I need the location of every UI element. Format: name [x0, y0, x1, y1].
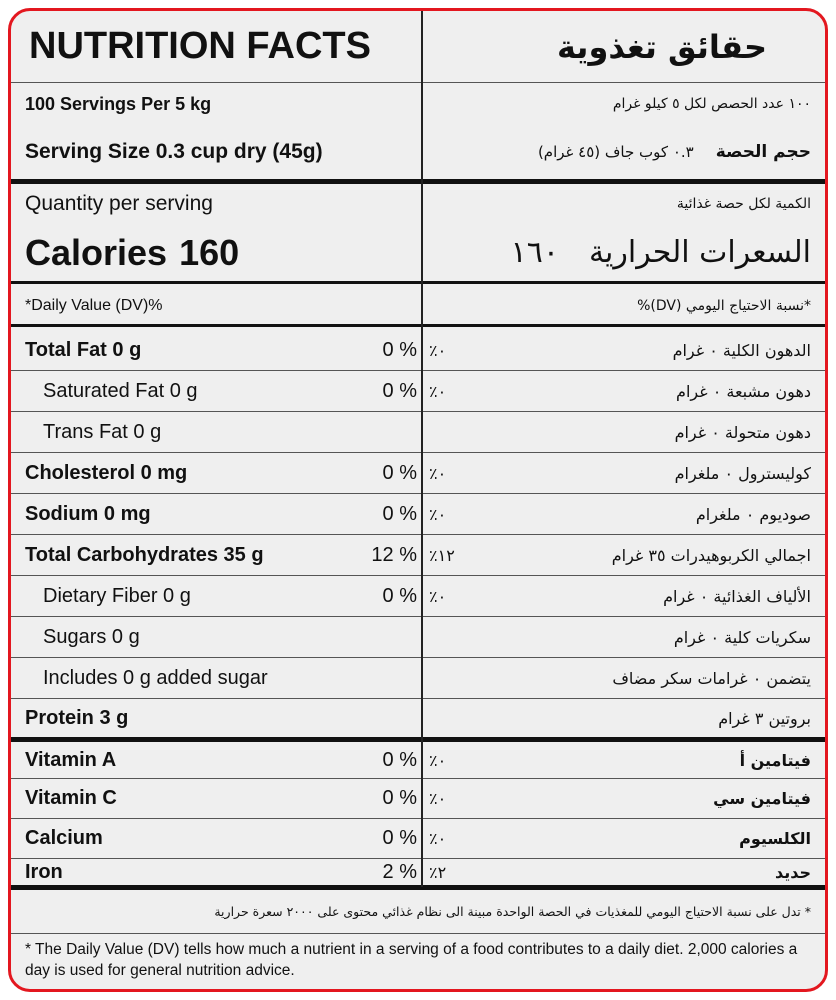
nutrient-percent-ar: ٠٪ [429, 340, 447, 360]
nutrient-percent: 0 % [382, 461, 417, 484]
servings-per-package-en: 100 Servings Per 5 kg [25, 93, 212, 114]
calories-label-ar: السعرات الحرارية [588, 235, 811, 270]
vitamin-label: Calcium [25, 827, 103, 849]
nutrient-label: Trans Fat 0 g [43, 420, 162, 443]
vitamin-percent-ar: ٠٪ [429, 789, 447, 808]
calories-label: Calories [25, 231, 168, 273]
calories-en [25, 224, 239, 281]
vitamin-row-iron [11, 859, 825, 890]
nutrient-label-ar: اجمالي الكربوهيدرات ٣٥ غرام [611, 545, 811, 565]
calories-row [11, 224, 825, 284]
vitamin-label: Vitamin A [25, 748, 117, 771]
servings-per-package-ar: ١٠٠ عدد الحصص لكل ٥ كيلو غرام [612, 96, 811, 112]
serving-size-ar [538, 124, 811, 179]
nutrient-label-ar: كوليسترول ٠ ملغرام [674, 463, 811, 483]
nutrient-label-ar: صوديوم ٠ ملغرام [695, 504, 811, 524]
servings-per-package-row [11, 84, 825, 124]
vitamin-label-ar: الكلسيوم [739, 829, 811, 848]
nutrient-percent: 0 % [382, 584, 417, 607]
nutrient-label: Sugars 0 g [43, 625, 140, 648]
nutrient-percent-ar: ٠٪ [429, 586, 447, 606]
vitamin-label-ar: حديد [774, 862, 811, 882]
vitamin-percent: 2 % [382, 860, 417, 883]
vitamin-percent: 0 % [382, 787, 417, 809]
vitamin-percent-ar: ٠٪ [429, 750, 447, 770]
serving-size-row [11, 124, 825, 184]
nutrient-label-ar: سكريات كلية ٠ غرام [673, 627, 811, 647]
nutrient-label-ar: الألياف الغذائية ٠ غرام [663, 586, 811, 606]
serving-size-en: Serving Size 0.3 cup dry (45g) [25, 139, 323, 163]
nutrient-row-dietary-fiber [11, 576, 825, 617]
quantity-per-serving-ar: الكمية لكل حصة غذائية [676, 196, 811, 212]
quantity-per-serving-en: Quantity per serving [25, 192, 213, 215]
title-english: NUTRITION FACTS [29, 25, 371, 67]
nutrient-row-protein [11, 699, 825, 742]
nutrient-row-cholesterol [11, 453, 825, 494]
nutrient-label-ar: يتضمن ٠ غرامات سكر مضاف [612, 668, 811, 688]
footnote-arabic: * تدل على نسبة الاحتياج اليومي للمغذيات في الحصة الواحدة مبينة الى نظام غذائي محتوى على ٢٠٠٠ سعرة حرارية [11, 890, 825, 934]
nutrient-label-ar: الدهون الكلية ٠ غرام [672, 340, 811, 360]
nutrient-row-total-carbohydrates [11, 535, 825, 576]
nutrient-label-ar: دهون مشبعة ٠ غرام [676, 381, 811, 401]
daily-value-header-ar: *نسبة الاحتياج اليومي (DV)% [637, 297, 811, 314]
calories-value-ar: ١٦٠ [510, 235, 559, 270]
daily-value-header-row [11, 287, 825, 327]
footnote-english: * The Daily Value (DV) tells how much a nutrient in a serving of a food contributes to a daily diet. 2,000 calories a day is used for general nutrition advice. [25, 941, 798, 979]
quantity-per-serving-row [11, 184, 825, 224]
vitamin-percent-ar: ٢٪ [429, 862, 447, 882]
nutrient-label-ar: بروتين ٣ غرام [718, 708, 811, 728]
nutrient-percent: 0 % [382, 502, 417, 525]
nutrient-row-sodium [11, 494, 825, 535]
nutrient-percent-ar: ١٢٪ [429, 545, 455, 565]
vitamin-row-c [11, 779, 825, 819]
vitamin-percent: 0 % [382, 748, 417, 771]
nutrient-percent: 0 % [382, 379, 417, 402]
nutrient-label: Total Carbohydrates 35 g [25, 543, 264, 566]
vitamin-label: Vitamin C [25, 787, 117, 809]
daily-value-header-en: *Daily Value (DV)% [25, 296, 163, 314]
nutrient-label: Protein 3 g [25, 706, 129, 729]
vitamin-percent-ar: ٠٪ [429, 829, 447, 848]
nutrient-row-total-fat [11, 330, 825, 371]
vitamin-percent: 0 % [382, 827, 417, 849]
nutrient-row-sugars [11, 617, 825, 658]
title-row [11, 11, 825, 83]
calories-value: 160 [179, 231, 240, 273]
nutrient-row-saturated-fat [11, 371, 825, 412]
nutrient-label: Sodium 0 mg [25, 502, 151, 525]
nutrient-row-added-sugar [11, 658, 825, 699]
nutrient-percent: 0 % [382, 338, 417, 361]
vitamin-label-ar: فيتامين سي [713, 789, 811, 808]
vitamin-row-a [11, 742, 825, 779]
nutrient-label: Cholesterol 0 mg [25, 461, 188, 484]
nutrient-label: Total Fat 0 g [25, 338, 142, 361]
nutrient-label: Dietary Fiber 0 g [43, 584, 191, 607]
nutrient-percent-ar: ٠٪ [429, 504, 447, 524]
serving-size-ar-label: حجم الحصة [715, 141, 811, 162]
nutrient-percent-ar: ٠٪ [429, 381, 447, 401]
title-arabic: حقائق تغذوية [557, 27, 767, 66]
nutrient-percent-ar: ٠٪ [429, 463, 447, 483]
vitamin-label: Iron [25, 860, 63, 883]
serving-size-ar-value: ٠.٣ كوب جاف (٤٥ غرام) [537, 142, 694, 161]
nutrient-label: Saturated Fat 0 g [43, 379, 198, 402]
vitamin-label-ar: فيتامين أ [739, 750, 811, 770]
calories-ar [511, 224, 811, 281]
nutrient-label: Includes 0 g added sugar [43, 666, 268, 689]
nutrient-percent: 12 % [371, 543, 417, 566]
nutrient-label-ar: دهون متحولة ٠ غرام [674, 422, 811, 442]
nutrition-label [8, 8, 828, 992]
nutrient-row-trans-fat [11, 412, 825, 453]
vitamin-row-calcium [11, 819, 825, 859]
